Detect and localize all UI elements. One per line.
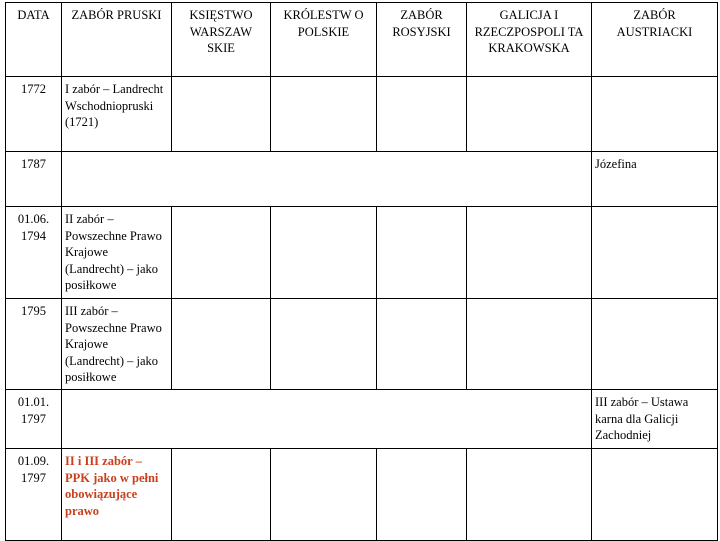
date-cell: 01.01. 1797 [6,390,62,449]
empty-cell [467,449,592,541]
table-row [6,299,718,390]
header-russian-partition: ZABÓR ROSYJSKI [377,3,467,77]
prussian-cell: II zabór – Powszechne Prawo Krajowe (Landrecht) – jako posiłkowe [62,207,172,299]
header-austrian-partition: ZABÓR AUSTRIACKI [592,3,718,77]
empty-cell [271,77,377,152]
empty-cell [172,299,271,390]
empty-cell [467,77,592,152]
table-row [6,152,718,207]
date-cell: 01.06. 1794 [6,207,62,299]
header-kingdom-of-poland: KRÓLESTW O POLSKIE [271,3,377,77]
austrian-cell: III zabór – Ustawa karna dla Galicji Zachodniej [592,390,718,449]
date-cell: 01.09. 1797 [6,449,62,541]
table-row [6,390,718,449]
partition-law-table [5,2,718,541]
empty-cell [377,299,467,390]
date-cell: 1795 [6,299,62,390]
header-galicia-krakow: GALICJA I RZECZPOSPOLI TA KRAKOWSKA [467,3,592,77]
header-date: DATA [6,3,62,77]
empty-merged-cell [62,390,592,449]
empty-cell [467,299,592,390]
header-row [6,3,718,77]
prussian-cell-highlight: II i III zabór – PPK jako w pełni obowiązujące prawo [62,449,172,541]
empty-cell [467,207,592,299]
empty-cell [172,449,271,541]
empty-cell [172,207,271,299]
empty-cell [271,299,377,390]
prussian-cell: III zabór – Powszechne Prawo Krajowe (Landrecht) – jako posiłkowe [62,299,172,390]
empty-cell [271,449,377,541]
austrian-cell [592,77,718,152]
austrian-cell [592,299,718,390]
austrian-cell [592,449,718,541]
date-cell: 1772 [6,77,62,152]
table-row [6,77,718,152]
header-prussian-partition: ZABÓR PRUSKI [62,3,172,77]
empty-cell [377,77,467,152]
empty-cell [377,449,467,541]
empty-cell [271,207,377,299]
table-row [6,449,718,541]
header-duchy-of-warsaw: KSIĘSTWO WARSZAW SKIE [172,3,271,77]
empty-merged-cell [62,152,592,207]
empty-cell [172,77,271,152]
date-cell: 1787 [6,152,62,207]
empty-cell [377,207,467,299]
austrian-cell [592,207,718,299]
prussian-cell: I zabór – Landrecht Wschodniopruski (1721) [62,77,172,152]
austrian-cell: Józefina [592,152,718,207]
table-row [6,207,718,299]
